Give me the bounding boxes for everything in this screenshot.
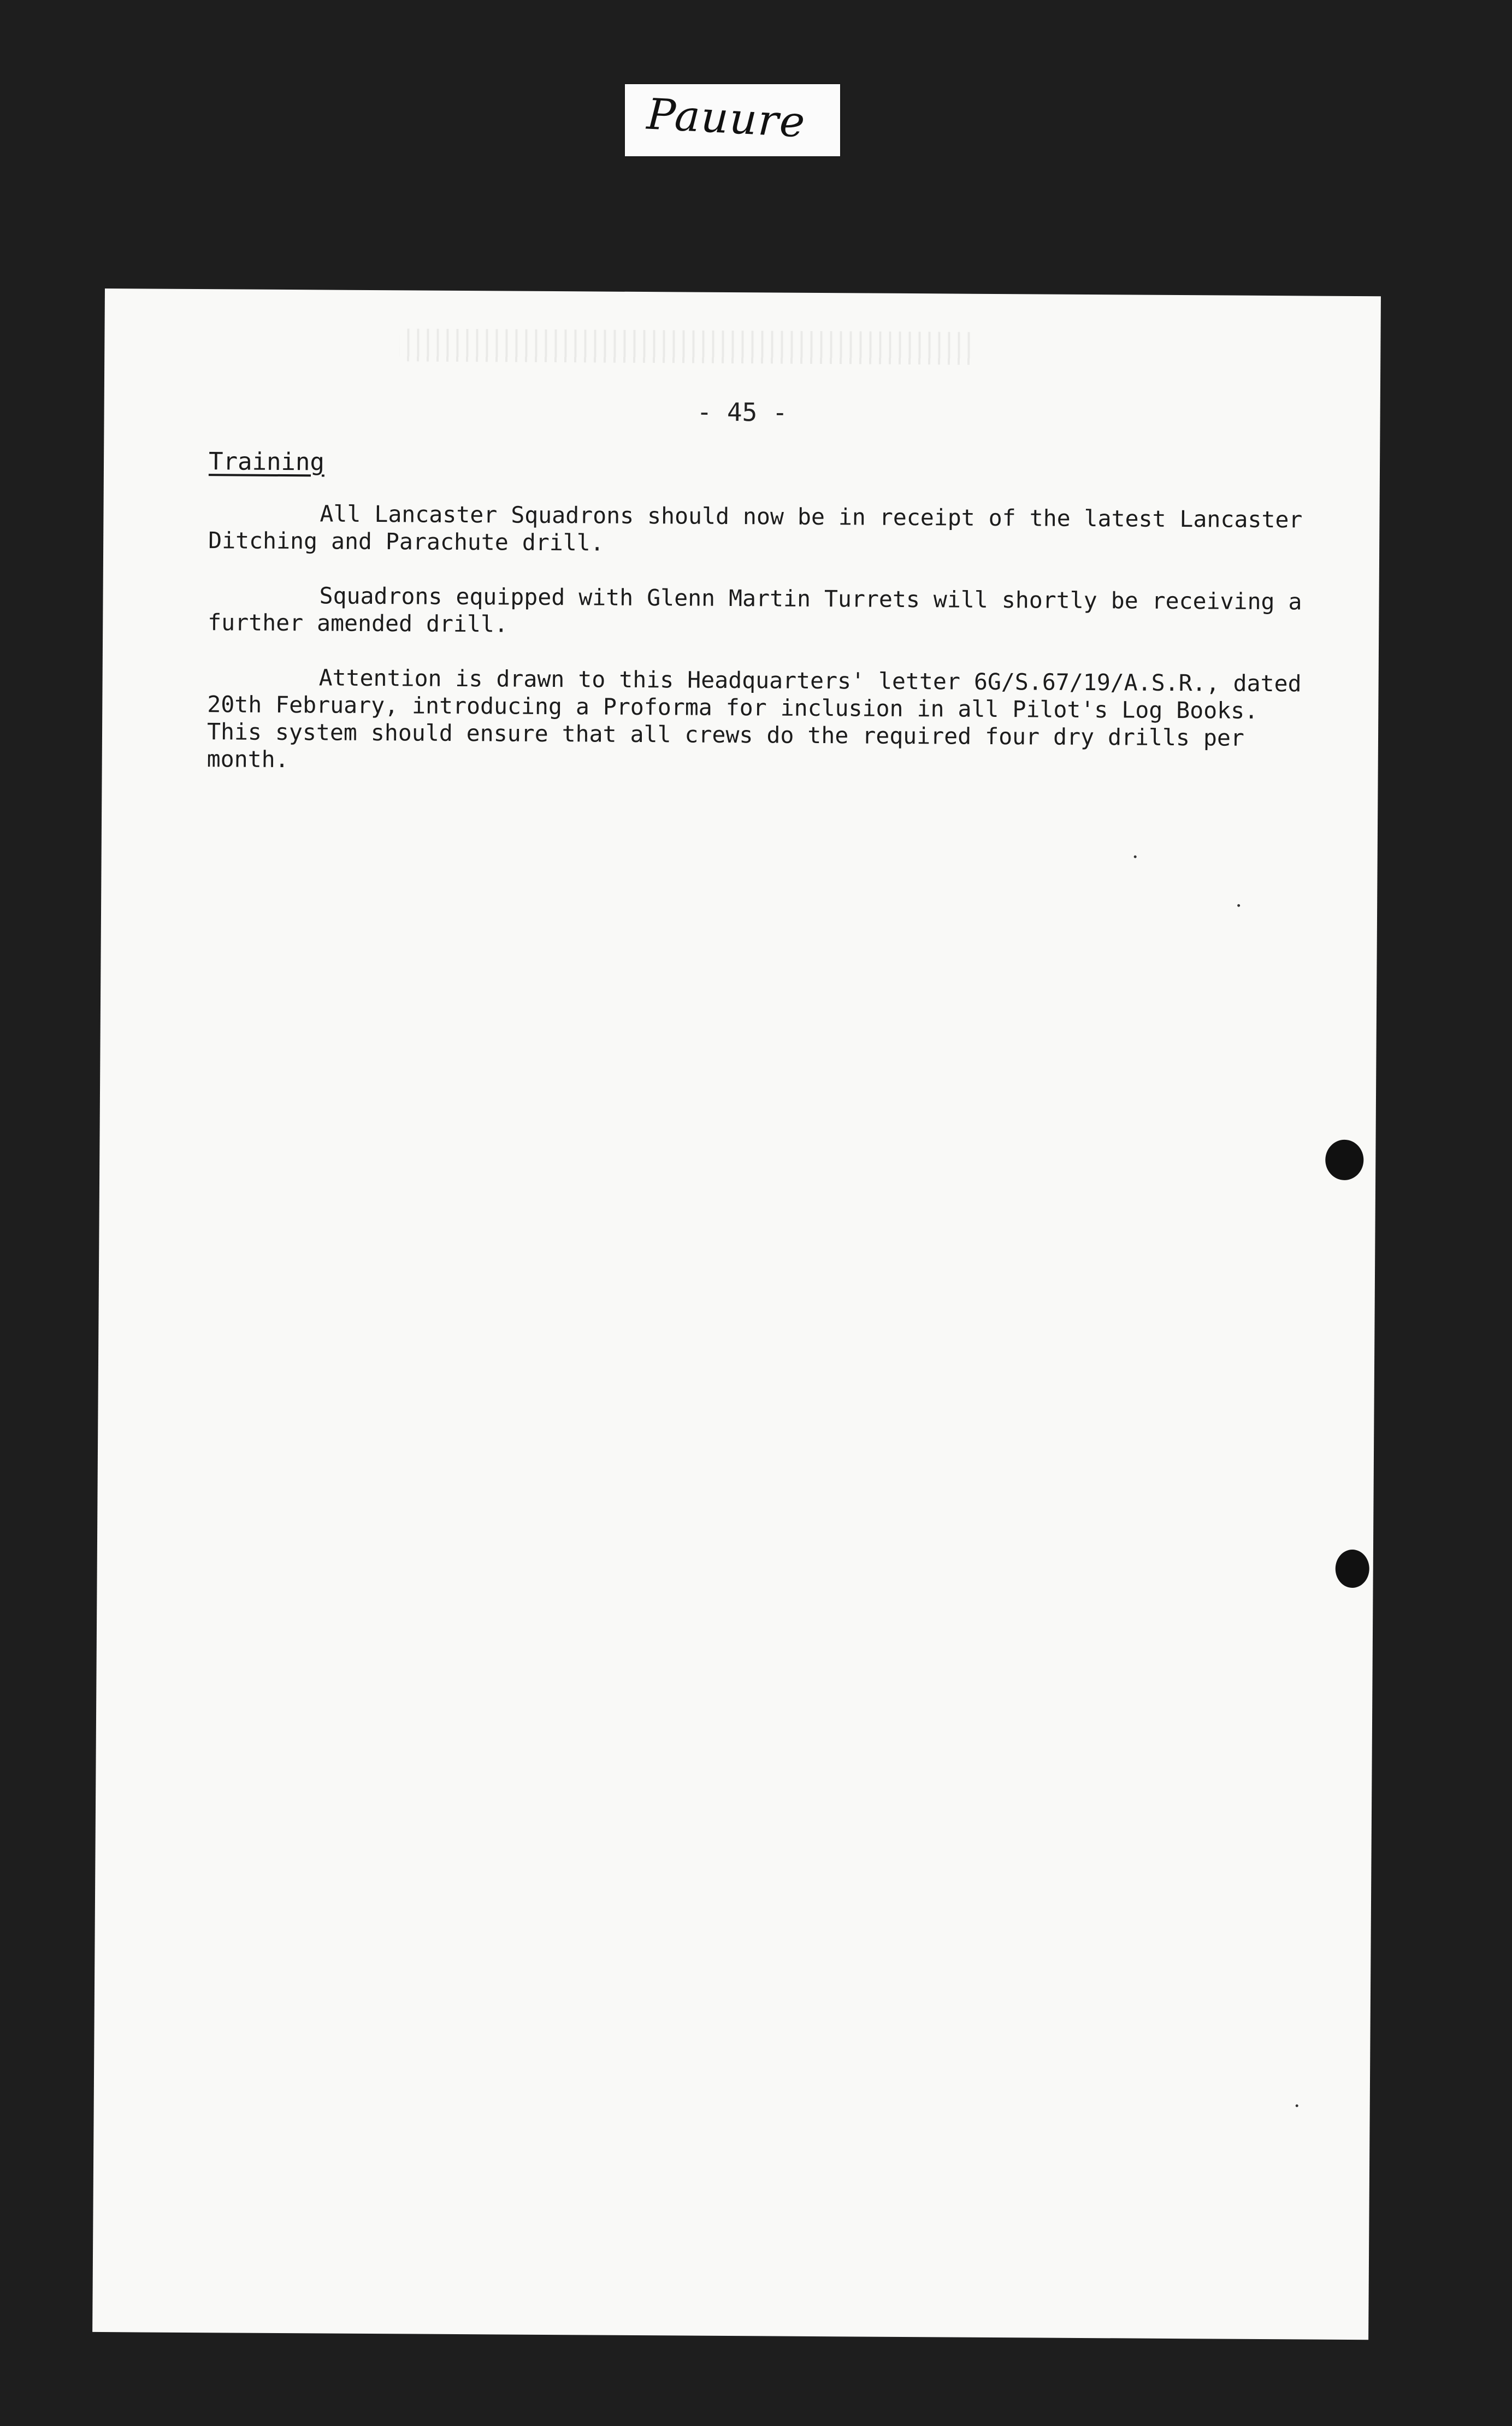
document-page bbox=[92, 288, 1381, 2340]
paragraph: Attention is drawn to this Headquarters' letter 6G/S.67/19/A.S.R., dated 20th February, introducing a Proforma for inclusion in all Pilot's Log Books. This system should ensure that all crews do the required four dry drills per month. bbox=[206, 664, 1302, 773]
page-number: - 45 - bbox=[696, 397, 788, 427]
punch-hole bbox=[1336, 1550, 1369, 1588]
speck bbox=[1237, 904, 1240, 907]
speck bbox=[1296, 2104, 1298, 2107]
archive-label bbox=[625, 84, 840, 156]
faded-header-marks bbox=[399, 328, 973, 364]
punch-hole bbox=[1325, 1140, 1363, 1180]
section-heading: Training bbox=[208, 447, 325, 476]
archive-label-text: Pauure bbox=[645, 90, 807, 148]
speck bbox=[1134, 856, 1137, 858]
paragraph: Squadrons equipped with Glenn Martin Turrets will shortly be receiving a further amended drill. bbox=[208, 582, 1302, 638]
paragraph: All Lancaster Squadrons should now be in receipt of the latest Lancaster Ditching and Parachute drill. bbox=[208, 500, 1303, 556]
